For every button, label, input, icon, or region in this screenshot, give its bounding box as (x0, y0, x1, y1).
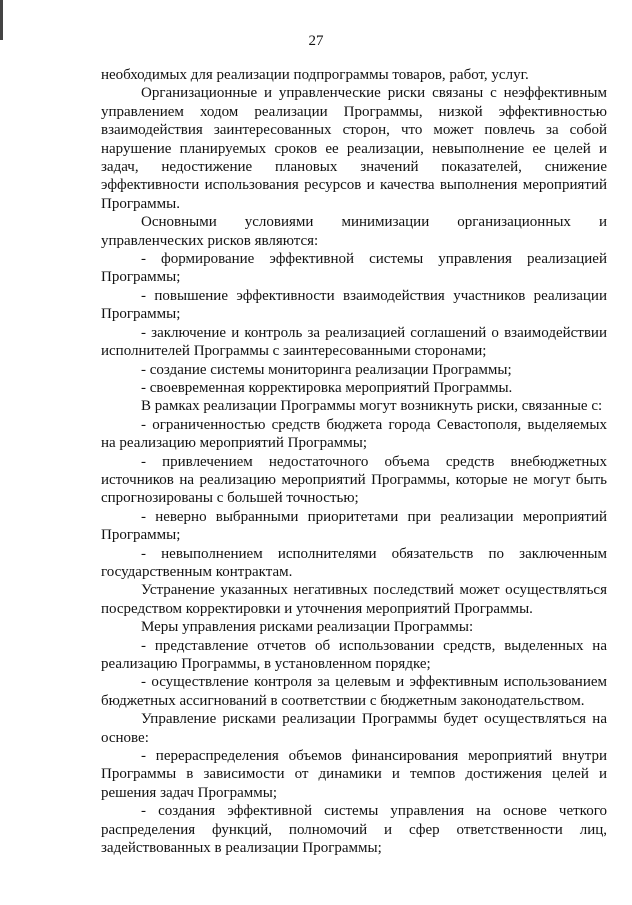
paragraph: - неверно выбранными приоритетами при реализации мероприятий Программы; (101, 508, 607, 544)
paragraph: - ограниченностью средств бюджета города Севастополя, выделяемых на реализацию мероприятий Программы; (101, 416, 607, 452)
paragraph: - формирование эффективной системы управления реализацией Программы; (101, 251, 607, 286)
paragraph: - осуществление контроля за целевым и эффективным использованием бюджетных ассигнований в соответствии с бюджетным законодательством. (101, 674, 607, 709)
paragraph: - представление отчетов об использовании средств, выделенных на реализацию Программы, в установленном порядке; (101, 637, 607, 672)
page-number: 27 (308, 33, 324, 49)
paragraph: Устранение указанных негативных последствий может осуществляться посредством корректировки и уточнения мероприятий Программы. (101, 582, 607, 617)
paragraph: необходимых для реализации подпрограммы товаров, работ, услуг. (101, 67, 529, 83)
paragraph: - привлечением недостаточного объема средств внебюджетных источников на реализацию мероприятий Программы, которые не могут быть спрогнозированы с большей точностью; (101, 453, 607, 507)
paragraph: - создание системы мониторинга реализации Программы; (141, 361, 512, 378)
paragraph: - перераспределения объемов финансирования мероприятий внутри Программы в зависимости от динамики и темпов достижения целей и решения задач Программы; (101, 748, 607, 801)
paragraph: Управление рисками реализации Программы будет осуществляться на основе: (101, 711, 607, 746)
paragraph: Основными условиями минимизации организационных и управленческих рисков являются: (101, 214, 607, 249)
paragraph: - создания эффективной системы управления на основе четкого распределения функций, полномочий и сфер ответственности лиц, задействованных в реализации Программы; (101, 803, 607, 857)
paragraph: Организационные и управленческие риски связаны с неэффективным управлением ходом реализации Программы, низкой эффективностью взаимодействия заинтересованных сторон, что может повлечь за собой нарушение планируемых сроков ее реализации, невыполнение ее целей и задач, недостижение плановых значений показателей, снижение эффективности использования ресурсов и качества выполнения мероприятий Программы. (101, 85, 607, 212)
document-body (101, 66, 607, 857)
paragraph: В рамках реализации Программы могут возникнуть риски, связанные с: (141, 398, 603, 415)
paragraph: - своевременная корректировка мероприятий Программы. (141, 379, 513, 396)
paragraph: - невыполнением исполнителями обязательств по заключенным государственным контрактам. (101, 545, 607, 580)
paragraph: Меры управления рисками реализации Программы: (141, 619, 474, 636)
paragraph: - повышение эффективности взаимодействия участников реализации Программы; (101, 287, 607, 323)
paragraph: - заключение и контроль за реализацией соглашений о взаимодействии исполнителей Программы с заинтересованными сторонами; (101, 324, 607, 360)
